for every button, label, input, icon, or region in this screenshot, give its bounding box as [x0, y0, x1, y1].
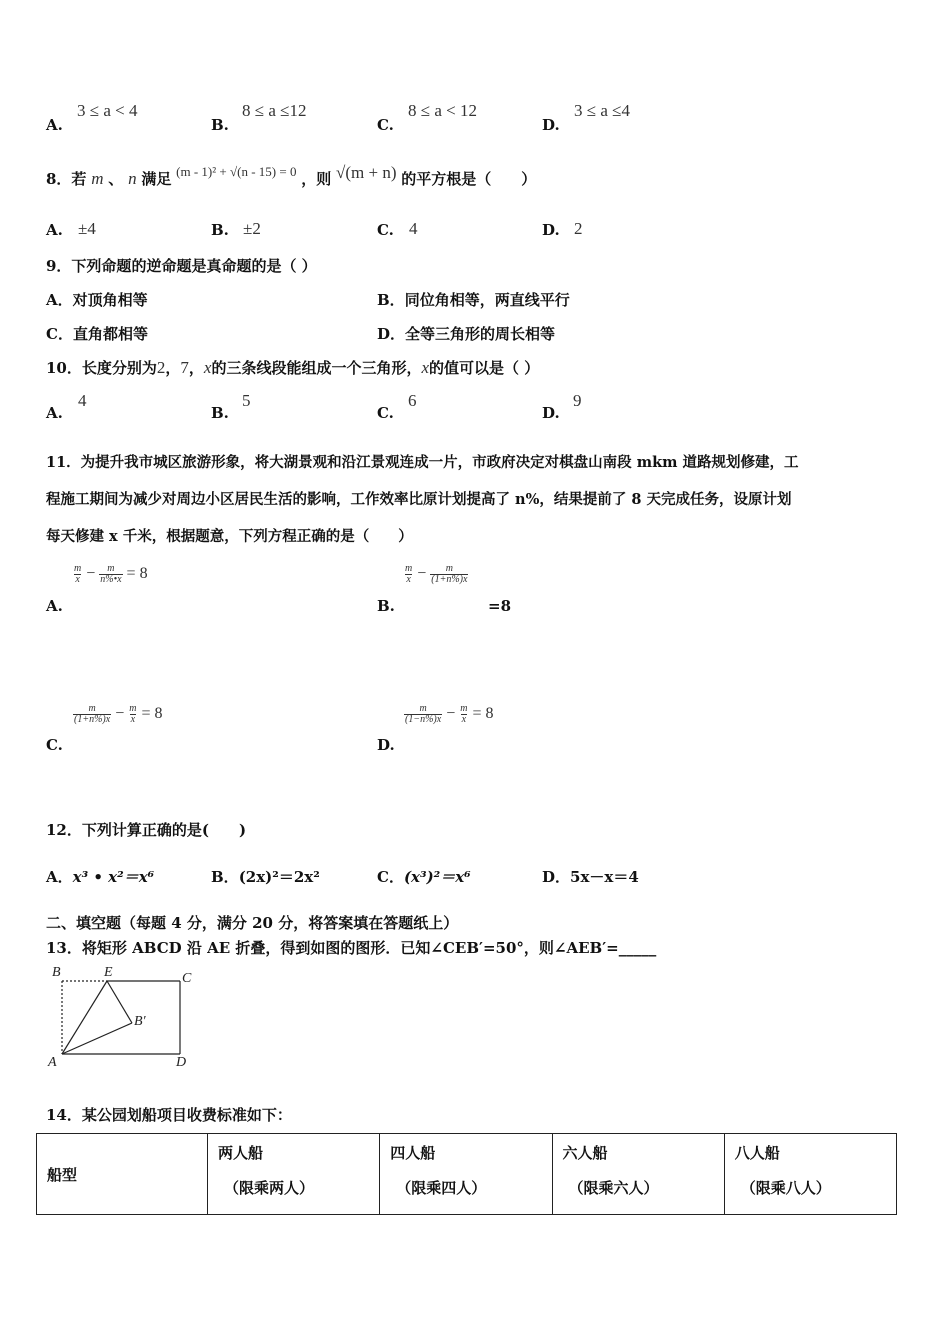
q13-figure — [44, 962, 204, 1072]
q11-line2: 程施工期间为减少对周边小区居民生活的影响，工作效率比原计划提高了 n%，结果提前了 8 天完成任务，设原计划 — [46, 491, 792, 508]
fraction: $\frac{m}{(1+n\%)x}$ — [431, 563, 468, 585]
fraction: $\frac{m}{x}$ — [460, 703, 468, 725]
q10-option-b-label: B. — [211, 404, 229, 422]
q8-m: m — [91, 169, 104, 188]
q12-stem: 12．下列计算正确的是( ) — [46, 821, 247, 839]
q10-v1: 2 — [156, 358, 166, 377]
q10-stem-c: 的值可以是（ ） — [429, 359, 540, 377]
q10-option-a-value: 4 — [78, 391, 87, 410]
boat-note: （限乘八人） — [740, 1179, 831, 1197]
edge-ab-prime — [62, 1023, 132, 1054]
q8-option-d-label: D. — [542, 221, 560, 239]
q8-prefix: 8．若 — [46, 170, 87, 188]
q8-sep: 、 — [108, 170, 124, 188]
q8-stem — [46, 163, 537, 189]
q11-line1: 11．为提升我市城区旅游形象，将大湖景观和沿江景观连成一片，市政府决定对棋盘山南段 mkm 道路规划修建，工 — [46, 454, 799, 471]
q10-option-d-label: D. — [542, 404, 560, 422]
boat-name: 两人船 — [218, 1144, 264, 1162]
q12-option-d — [542, 866, 639, 887]
q10-option-c-value: 6 — [408, 391, 417, 410]
q10-stem-b: 的三条线段能组成一个三角形， — [211, 359, 422, 377]
q8-option-c-label: C. — [377, 221, 394, 239]
q10-x2: x — [421, 358, 430, 377]
q8-option-c-value: 4 — [409, 219, 418, 238]
table-cell — [208, 1134, 380, 1215]
fraction: $\frac{m}{n\%•x}$ — [100, 563, 122, 585]
fraction: $\frac{m}{x}$ — [129, 703, 137, 725]
q9-option-a — [46, 289, 148, 310]
boat-name: 四人船 — [390, 1144, 436, 1162]
q12-option-c-label: C． — [377, 868, 404, 886]
q9-option-b-text: 同位角相等，两直线平行 — [404, 291, 570, 309]
q9-option-c-text: 直角都相等 — [72, 325, 148, 343]
section-2-heading: 二、填空题（每题 4 分，满分 20 分，将答案填在答题纸上） — [46, 914, 459, 932]
q8-option-b-value: ±2 — [243, 219, 261, 238]
q9-option-a-text: 对顶角相等 — [72, 291, 148, 309]
boat-name: 六人船 — [562, 1144, 608, 1162]
q11-option-c-label: C. — [46, 736, 63, 754]
q12-option-c — [377, 866, 471, 887]
q10-c2: ， — [188, 359, 204, 377]
label-b-prime: B′ — [134, 1014, 146, 1029]
q9-option-d-text: 全等三角形的周长相等 — [405, 325, 556, 343]
q11-option-d-label: D. — [377, 736, 395, 754]
q8-n: n — [128, 169, 137, 188]
q12-option-a-label: A． — [46, 868, 73, 886]
q12-option-a-expr: x³ • x²＝x⁶ — [72, 868, 155, 886]
q8-mid: 满足 — [141, 170, 172, 188]
fraction: $\frac{m}{(1+n\%)x}$ — [74, 703, 111, 725]
q9-stem: 9．下列命题的逆命题是真命题的是（ ） — [46, 257, 317, 275]
q12-option-c-expr: (x³)²＝x⁶ — [403, 868, 471, 886]
q8-option-b-label: B. — [211, 221, 229, 239]
q10-option-b-value: 5 — [242, 391, 251, 410]
fraction: $\frac{m}{(1-n\%)x}$ — [405, 703, 442, 725]
table-cell — [552, 1134, 724, 1215]
q9-option-a-label: A． — [46, 291, 73, 309]
edge-eb-prime — [107, 981, 132, 1023]
q8-option-a-label: A. — [46, 221, 63, 239]
label-c: C — [182, 971, 192, 986]
q9-option-c-label: C． — [46, 325, 73, 343]
q10-stem-a: 10．长度分别为 — [46, 359, 157, 377]
q12-option-d-label: D． — [542, 868, 571, 886]
q7-option-c-label: C. — [377, 116, 394, 134]
q9-option-b — [377, 289, 570, 310]
label-a: A — [48, 1055, 57, 1070]
q8-then: ，则 — [301, 170, 332, 188]
q8-option-d-value: 2 — [574, 219, 583, 238]
boat-note: （限乘四人） — [396, 1179, 487, 1197]
q12-option-b — [211, 866, 320, 887]
q11-option-b-rhs: =8 — [488, 597, 512, 615]
label-e: E — [104, 965, 113, 980]
q10-option-d-value: 9 — [573, 391, 582, 410]
fraction: $\frac{m}{x}$ — [405, 563, 413, 585]
q10-v2: 7 — [180, 358, 189, 377]
q11-line3: 每天修建 x 千米，根据题意，下列方程正确的是（ ） — [46, 528, 413, 545]
q10-c1: ， — [165, 359, 181, 377]
q8-option-a-value: ±4 — [78, 219, 96, 238]
q9-option-d — [377, 323, 555, 344]
q10-x1: x — [203, 358, 212, 377]
q11-option-a-equation: $\frac{m}{x}$ − $\frac{m}{n\%•x}$ = 8 — [74, 563, 148, 585]
q11-option-a-label: A. — [46, 597, 63, 615]
q12-option-b-expr: (2x)²＝2x² — [238, 868, 320, 886]
boat-note: （限乘两人） — [224, 1179, 315, 1197]
q11-option-c-equation: $\frac{m}{(1+n\%)x}$ − $\frac{m}{x}$ = 8 — [74, 703, 163, 725]
q7-option-c-math: 8 ≤ a < 12 — [408, 101, 477, 120]
q8-suffix: 的平方根是（ ） — [401, 170, 537, 188]
boat-note: （限乘六人） — [568, 1179, 659, 1197]
q7-option-d-math: 3 ≤ a ≤4 — [574, 101, 630, 120]
q12-option-a — [46, 866, 154, 887]
boat-name: 八人船 — [734, 1144, 780, 1162]
q10-option-c-label: C. — [377, 404, 394, 422]
label-d: D — [176, 1055, 187, 1070]
boat-type-header: 船型 — [47, 1165, 78, 1184]
q10-option-a-label: A. — [46, 404, 63, 422]
q13-stem: 13．将矩形 ABCD 沿 AE 折叠，得到如图的图形．已知∠CEB′=50°，则∠AEB′=_____ — [46, 939, 657, 957]
table-cell — [724, 1134, 896, 1215]
q8-equation: (m - 1)² + √(n - 15) = 0 — [176, 164, 297, 179]
q7-option-a-label: A. — [46, 116, 63, 134]
q7-option-d-label: D. — [542, 116, 560, 134]
q7-option-b-label: B. — [211, 116, 229, 134]
q9-option-b-label: B． — [377, 291, 405, 309]
q10-stem — [46, 357, 539, 378]
table-cell — [380, 1134, 552, 1215]
fraction: $\frac{m}{x}$ — [74, 563, 82, 585]
table-row — [37, 1134, 897, 1215]
table-header-cell — [37, 1134, 208, 1215]
fee-table — [36, 1133, 897, 1215]
q12-option-d-expr: 5x－x＝4 — [570, 868, 639, 886]
q8-sqrt-expr: √(m + n) — [336, 163, 397, 182]
q9-option-c — [46, 323, 148, 344]
q7-option-b-math: 8 ≤ a ≤12 — [242, 101, 307, 120]
q9-option-d-label: D． — [377, 325, 406, 343]
label-b: B — [52, 965, 61, 980]
q11-option-b-equation: $\frac{m}{x}$ − $\frac{m}{(1+n\%)x}$ — [405, 563, 468, 585]
fold-line-ae — [62, 981, 107, 1054]
q14-stem: 14．某公园划船项目收费标准如下： — [46, 1106, 292, 1124]
q11-option-d-equation: $\frac{m}{(1-n\%)x}$ − $\frac{m}{x}$ = 8 — [405, 703, 494, 725]
q11-option-b-label: B. — [377, 597, 395, 615]
q12-option-b-label: B． — [211, 868, 239, 886]
q7-option-a-math: 3 ≤ a < 4 — [77, 101, 138, 120]
